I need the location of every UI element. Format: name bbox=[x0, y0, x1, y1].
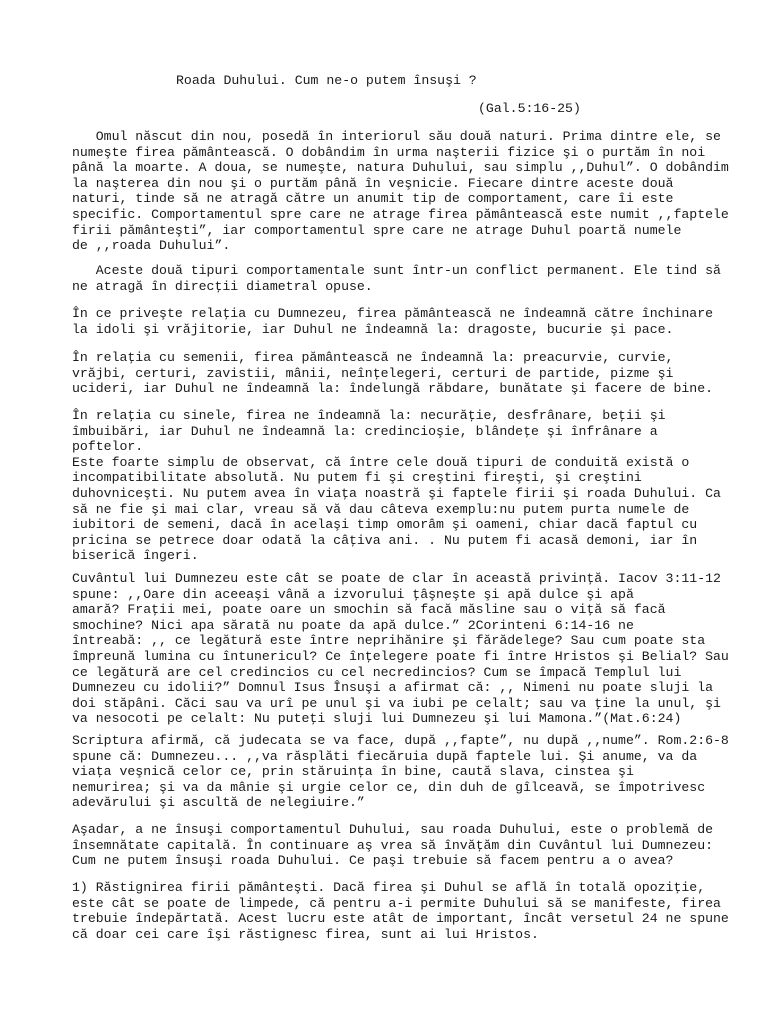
text-line: Este foarte simplu de observat, că între cele două tipuri de conduită există o bbox=[72, 454, 690, 470]
text-line: pricina se petrece doar odată la câţiva ani. . Nu putem fi acasă demoni, iar în bbox=[72, 532, 698, 548]
text-line: amară? Fraţii mei, poate oare un smochin să facă măsline sau o viţă să facă bbox=[72, 602, 666, 618]
paragraph bbox=[72, 129, 729, 254]
scripture-reference: (Gal.5:16-25) bbox=[478, 101, 581, 116]
paragraph bbox=[72, 571, 729, 727]
text-line: de ,,roada Duhului”. bbox=[72, 238, 231, 254]
text-line: poftelor. bbox=[72, 439, 144, 455]
text-line: va nesocoti pe celalt: Nu puteţi sluji lui Dumnezeu şi lui Mamona.”(Mat.6:24) bbox=[72, 711, 682, 727]
text-line: la naşterea din nou şi o purtăm până în veşnicie. Fiecare dintre aceste două bbox=[72, 175, 674, 191]
text-line: la idoli şi vrăjitorie, iar Duhul ne îndeamnă la: dragoste, bucurie şi pace. bbox=[72, 321, 674, 337]
text-line: naturi, tinde să ne atragă către un anumit tip de comportament, care îi este bbox=[72, 191, 674, 207]
text-line: ucideri, iar Duhul ne îndeamnă la: îndelungă răbdare, bunătate şi facere de bine. bbox=[72, 381, 714, 397]
text-line: smochine? Nici apa sărată nu poate da apă dulce.” 2Corinteni 6:14-16 ne bbox=[72, 617, 634, 633]
text-line: firii pământeşti”, iar comportamentul spre care ne atrage Duhul poartă numele bbox=[72, 222, 682, 238]
paragraph bbox=[72, 733, 729, 811]
text-line: Scriptura afirmă, că judecata se va face, după ,,fapte”, nu după ,,nume”. Rom.2:6-8 bbox=[72, 733, 729, 748]
paragraph bbox=[72, 408, 721, 564]
paragraph bbox=[72, 880, 729, 942]
text-line: viaţa veşnică celor ce, prin stăruinţa în bine, caută slava, cinstea şi bbox=[72, 764, 634, 780]
text-line: numeşte firea pământească. O dobândim în urma naşterii fizice şi o purtăm în noi bbox=[72, 144, 706, 160]
text-line: 1) Răstignirea firii pământeşti. Dacă firea şi Duhul se află în totală opoziţie, bbox=[72, 880, 706, 895]
paragraph bbox=[72, 822, 712, 869]
text-line: ne atragă în direcţii diametral opuse. bbox=[72, 278, 373, 294]
text-line: Cuvântul lui Dumnezeu este cât se poate de clar în această privinţă. Iacov 3:11-12 bbox=[72, 571, 721, 586]
text-line: adevărului şi ascultă de nelegiuire.” bbox=[72, 795, 365, 811]
document-title: Roada Duhului. Cum ne-o putem însuşi ? bbox=[176, 73, 477, 88]
text-line: întreabă: ,, ce legătură este între neprihănire şi fărădelege? Sau cum poate sta bbox=[72, 633, 706, 649]
paragraph bbox=[72, 306, 712, 337]
text-line: împreună lumina cu întunericul? Ce înţelegere poate fi între Hristos şi Belial? Sau bbox=[72, 648, 729, 664]
text-line: iubitori de semeni, dacă în acelaşi timp omorâm şi oameni, chiar dacă faptul cu bbox=[72, 517, 698, 533]
text-line: să ne fie şi mai clar, vreau să vă dau câteva exemplu:nu putem purta numele de bbox=[72, 501, 690, 517]
text-line: îmbuibări, iar Duhul ne îndeamnă la: credincioşie, blândeţe şi înfrânare a bbox=[72, 423, 658, 439]
paragraph bbox=[72, 263, 721, 294]
text-line: duhovniceşti. Nu putem avea în viaţa noastră şi faptele firii şi roada Duhului. Ca bbox=[72, 485, 721, 501]
text-line: spune că: Dumnezeu... ,,va răsplăti fiecăruia după faptele lui. Şi anume, va da bbox=[72, 748, 698, 764]
text-line: Dumnezeu cu idolii?” Domnul Isus Însuşi a afirmat că: ,, Nimeni nu poate sluji la bbox=[72, 680, 714, 696]
text-line: doi stăpâni. Căci sau va urî pe unul şi va iubi pe celalt; sau va ţine la unul, şi bbox=[72, 695, 721, 711]
paragraph bbox=[72, 350, 712, 397]
text-line: vrăjbi, certuri, zavistii, mânii, neînţelegeri, certuri de partide, pizme şi bbox=[72, 365, 674, 381]
text-line: În relaţia cu semenii, firea pământească ne îndeamnă la: preacurvie, curvie, bbox=[72, 350, 674, 365]
text-line: spune: ,,Oare din aceeaşi vână a izvorului ţâşneşte şi apă dulce şi apă bbox=[72, 586, 634, 602]
text-line: incompatibilitate absolută. Nu putem fi şi creştini fireşti, şi creştini bbox=[72, 470, 642, 486]
text-line: nemurirea; şi va da mânie şi urgie celor ce, din duh de gîlceavă, se împotrivesc bbox=[72, 779, 706, 795]
text-line: că doar cei care îşi răstignesc firea, sunt ai lui Hristos. bbox=[72, 926, 539, 942]
text-line: însemnătate capitală. În continuare aş vrea să învăţăm din Cuvântul lui Dumnezeu: bbox=[72, 837, 714, 853]
text-line: În ce priveşte relaţia cu Dumnezeu, firea pământească ne îndeamnă către închinare bbox=[72, 306, 714, 321]
text-line: Omul născut din nou, posedă în interiorul său două naturi. Prima dintre ele, se bbox=[72, 129, 721, 144]
text-line: Cum ne putem însuşi roada Duhului. Ce paşi trebuie să facem pentru a o avea? bbox=[72, 853, 674, 869]
text-line: ce legătură are cel credincios cu cel necredincios? Cum se împacă Templul lui bbox=[72, 664, 682, 680]
text-line: până la moarte. A doua, se numeşte, natura Duhului, sau simplu ,,Duhul”. O dobândim bbox=[72, 160, 729, 176]
text-line: specific. Comportamentul spre care ne atrage firea pământească este numit ,,faptele bbox=[72, 206, 729, 222]
text-line: biserică îngeri. bbox=[72, 548, 199, 564]
text-line: În relaţia cu sinele, firea ne îndeamnă la: necurăţie, desfrânare, beţii şi bbox=[72, 408, 666, 423]
text-line: este cât se poate de limpede, că pentru a-i permite Duhului să se manifeste, firea bbox=[72, 895, 721, 911]
text-line: Aceste două tipuri comportamentale sunt într-un conflict permanent. Ele tind să bbox=[72, 263, 721, 278]
text-line: Aşadar, a ne însuşi comportamentul Duhului, sau roada Duhului, este o problemă de bbox=[72, 822, 714, 837]
text-line: trebuie îndepărtată. Acest lucru este atât de important, încât versetul 24 ne spune bbox=[72, 911, 729, 927]
